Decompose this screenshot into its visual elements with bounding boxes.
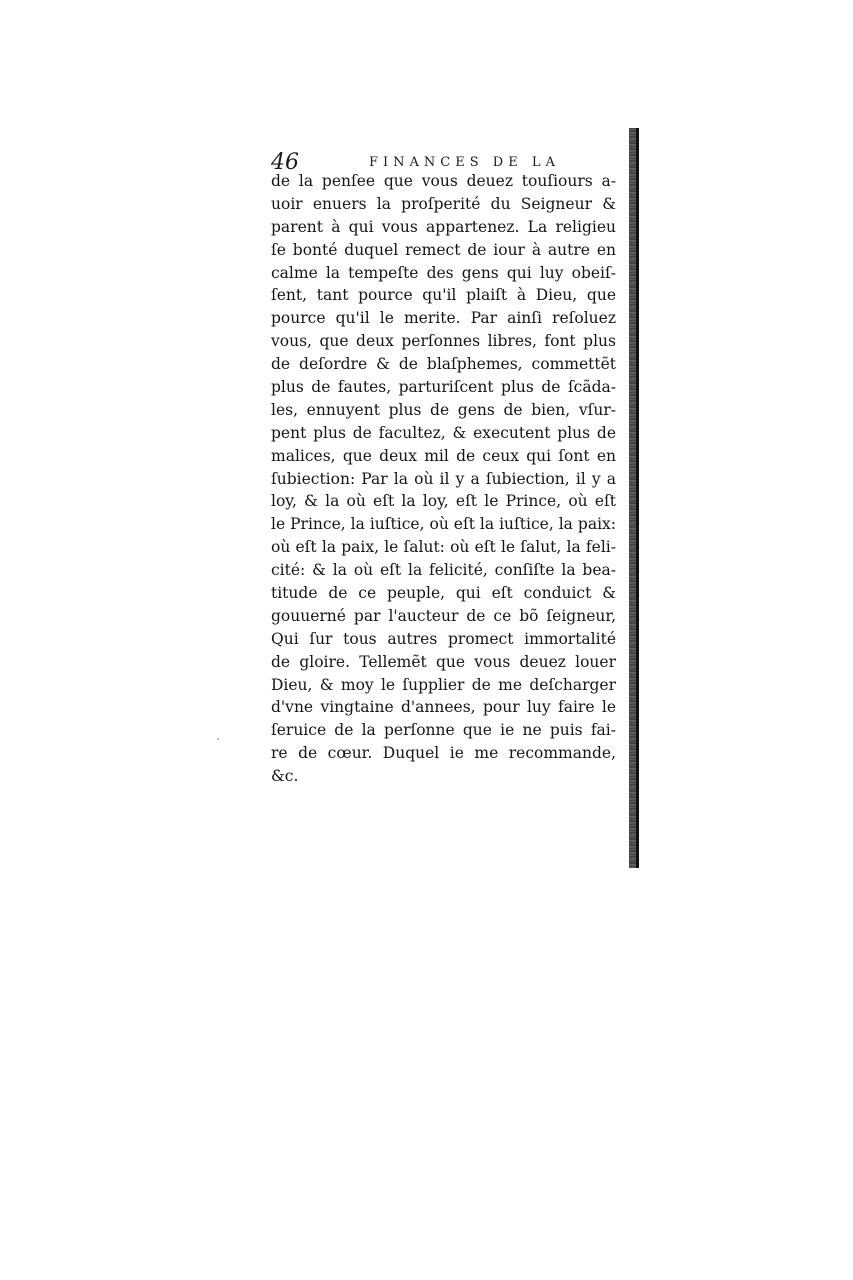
text-line: le Prince, la iuſtice, où eſt la iuſtice, la paix: (271, 515, 616, 534)
text-line: gouuerné par l'aucteur de ce bõ ſeigneur, (271, 606, 616, 625)
text-line: de deſordre & de blaſphemes, commettẽt (271, 355, 616, 374)
text-line: ſe bonté duquel remect de iour à autre en (271, 240, 616, 259)
text-line: ſent, tant pource qu'il plaiſt à Dieu, que (271, 286, 616, 305)
text-line: Dieu, & moy le ſupplier de me deſcharger (271, 675, 616, 694)
page-number: 46 (271, 150, 299, 175)
text-line: où eſt la paix, le ſalut: où eſt le ſalut, la feli- (271, 538, 616, 557)
text-line: pource qu'il le merite. Par ainſi reſoluez (271, 309, 616, 328)
text-line: de gloire. Tellemẽt que vous deuez louer (271, 652, 616, 671)
text-line: les, ennuyent plus de gens de bien, vſur- (271, 400, 616, 419)
text-line: d'vne vingtaine d'annees, pour luy faire le (271, 698, 616, 717)
text-line: de la penſee que vous deuez touſiours a- (271, 172, 616, 190)
text-line: cité: & la où eſt la felicité, conſiſte la bea- (271, 561, 616, 580)
page-gutter-edge (636, 128, 639, 868)
text-line: re de cœur. Duquel ie me recommande, (271, 744, 616, 763)
text-line: vous, que deux perſonnes libres, font plus (271, 332, 616, 351)
text-line: plus de fautes, parturiſcent plus de ſcãda- (271, 378, 616, 397)
text-line: pent plus de facultez, & executent plus de (271, 423, 616, 442)
text-line: &c. (271, 767, 299, 786)
paper-speck (217, 738, 219, 740)
text-line: ſeruice de la perſonne que ie ne puis fai- (271, 721, 616, 740)
text-line: loy, & la où eſt la loy, eſt le Prince, où eſt (271, 492, 616, 511)
body-text (271, 170, 616, 788)
text-line: malices, que deux mil de ceux qui ſont en (271, 446, 616, 465)
running-head: FINANCES DE LA (369, 155, 560, 170)
text-line: ſubiection: Par la où il y a ſubiection, il y a (271, 469, 616, 488)
text-line: calme la tempeſte des gens qui luy obeiſ- (271, 263, 616, 282)
text-line: Qui ſur tous autres promect immortalité (271, 629, 616, 648)
text-line: uoir enuers la proſperité du Seigneur & (271, 194, 616, 213)
text-line: titude de ce peuple, qui eſt conduict & (271, 584, 616, 603)
text-line: parent à qui vous appartenez. La religieu (271, 217, 616, 236)
